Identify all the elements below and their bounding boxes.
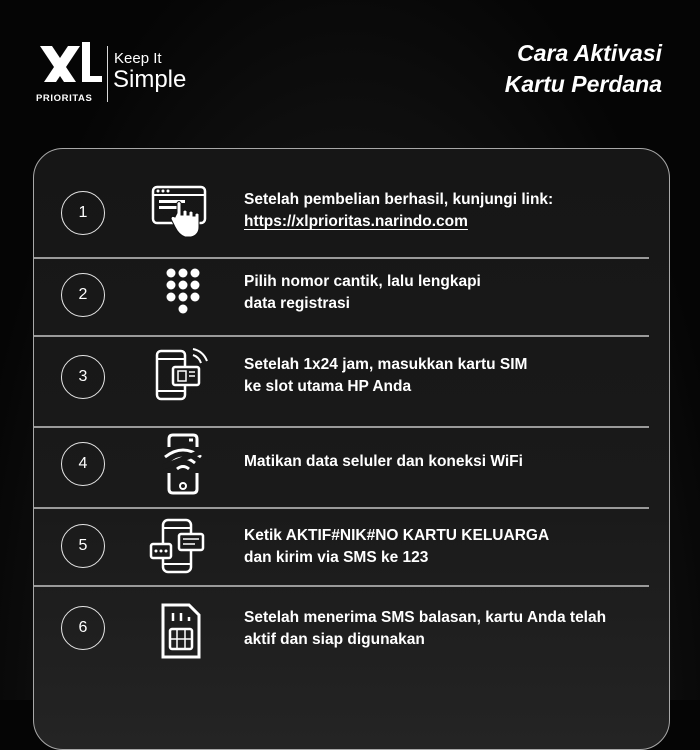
step-text-line-1: Matikan data seluler dan koneksi WiFi	[244, 453, 523, 470]
keypad-icon	[149, 263, 213, 327]
browser-tap-icon	[149, 181, 213, 245]
step-text-line-2: aktif dan siap digunakan	[244, 631, 425, 648]
step-text-line-1: Setelah 1x24 jam, masukkan kartu SIM	[244, 356, 528, 373]
step-number: 3	[61, 355, 105, 399]
step-text	[244, 607, 664, 651]
steps-card	[33, 148, 670, 750]
step-text	[244, 451, 664, 473]
divider	[34, 507, 649, 509]
step-number: 2	[61, 273, 105, 317]
step-text-line-2: ke slot utama HP Anda	[244, 378, 412, 395]
tagline-bottom: Simple	[113, 66, 187, 93]
sms-phone-icon	[149, 516, 213, 580]
sim-card-icon	[149, 599, 213, 663]
page-title	[505, 38, 662, 100]
step-text-line-1: Setelah pembelian berhasil, kunjungi link:	[244, 191, 554, 208]
divider	[34, 426, 649, 428]
step-text-line-1: Pilih nomor cantik, lalu lengkapi	[244, 273, 481, 290]
step-number: 5	[61, 524, 105, 568]
step-text-line-2: dan kirim via SMS ke 123	[244, 549, 429, 566]
tagline-top: Keep It	[114, 50, 162, 67]
wifi-off-phone-icon	[149, 433, 213, 497]
step-number: 4	[61, 442, 105, 486]
step-text	[244, 525, 664, 569]
page-title-line-1: Cara Aktivasi	[517, 40, 662, 66]
divider	[34, 257, 649, 259]
brand-sub-label: PRIORITAS	[36, 93, 93, 104]
logo-divider	[107, 46, 108, 102]
step-text	[244, 271, 664, 315]
step-text	[244, 354, 664, 398]
page-title-line-2: Kartu Perdana	[504, 71, 662, 97]
divider	[34, 335, 649, 337]
xl-logo-icon	[36, 38, 102, 90]
step-number: 1	[61, 191, 105, 235]
step-text-line-2: data registrasi	[244, 295, 350, 312]
step-number: 6	[61, 606, 105, 650]
phone-sim-icon	[149, 347, 213, 411]
brand-logo	[36, 38, 236, 108]
divider	[34, 585, 649, 587]
step-text	[244, 189, 664, 233]
step-text-line-1: Setelah menerima SMS balasan, kartu Anda telah	[244, 609, 607, 626]
step-text-line-1: Ketik AKTIF#NIK#NO KARTU KELUARGA	[244, 527, 550, 544]
activation-link[interactable]: https://xlprioritas.narindo.com	[244, 213, 468, 230]
